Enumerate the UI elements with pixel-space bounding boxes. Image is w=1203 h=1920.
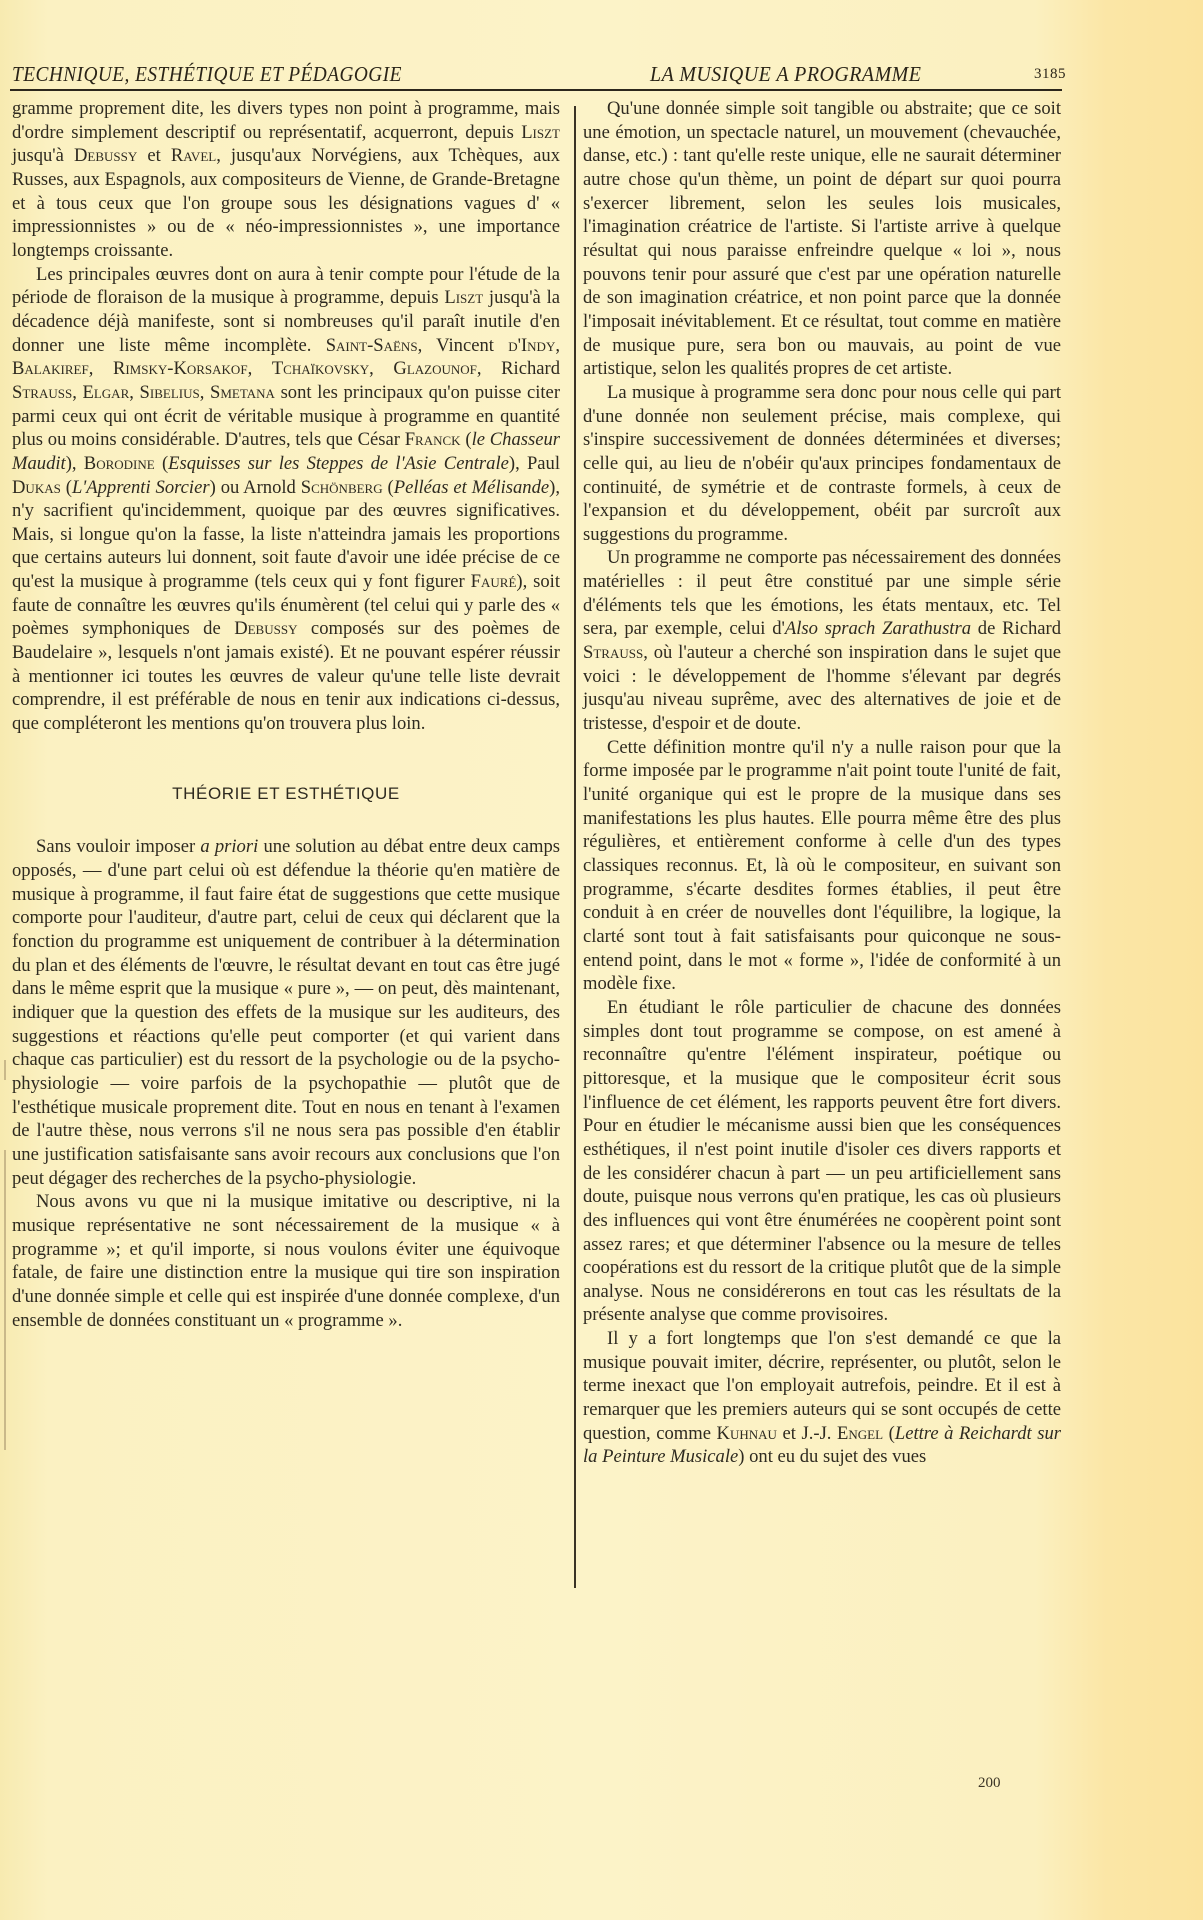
paragraph: La musique à programme sera donc pour nous celle qui part d'une donnée non seulement précise, mais complexe, qui s'inspire successivement de données déterminées et diverses; celle qui, au lieu de n'obéir qu'aux principes fondamentaux de continuité, de symétrie et de contraste formels, à ceux de l'expansion et du développement, obéit par surcroît aux suggestions du programme.: [583, 381, 1061, 545]
page-number: 3185: [1034, 66, 1066, 82]
paragraph: Un programme ne comporte pas nécessairement des données matérielles : il peut être constitué par une simple série d'éléments tels que les émotions, les états mentaux, etc. Tel sera, par exemple, celui d'Also sprach Zarathustra de Richard Strauss, où l'auteur a cherché son inspiration dans le sujet que voici : le développement de l'homme s'élevant par degrés jusqu'au niveau suprême, avec des alternatives de joie et de tristesse, d'espoir et de doute.: [583, 547, 1061, 735]
composer-name: Kuhnau: [716, 1422, 777, 1444]
paragraph: Nous avons vu que ni la musique imitative ou descriptive, ni la musique représentative ne sont nécessairement de la musique « à programme »; et qu'il importe, si nous voulons éviter une équivoque fatale, de faire une distinction entre la musique qui tire son inspiration d'une donnée simple et celle qui est inspirée d'une donnée complexe, d'un ensemble de données constituant un « programme ».: [12, 1191, 560, 1331]
paragraph: Sans vouloir imposer a priori une solution au débat entre deux camps opposés, — d'une part celui où est défendue la théorie qu'en matière de musique à programme, il faut faire état de suggestions que cette musique comporte pour l'auditeur, d'autre part, celui de ceux qui déclarent que la fonction du programme est uniquement de contribuer à la détermination du plan et des éléments de l'œuvre, le résultat devant en tout cas être jugé dans le même esprit que la musique « pure », — on peut, dès maintenant, indiquer que la question des effets de la musique sur les auditeurs, des suggestions et réactions qu'elle peut comporter (et qui varient dans chaque cas particulier) est du ressort de la psychologie ou de la psycho-physiologie — voire parfois de la psychopathie — plutôt que de l'esthétique musicale proprement dite. Tout en nous en tenant à l'examen de l'autre thèse, nous verrons s'il ne nous sera pas possible d'en établir une justification satisfaisante sans avoir recours aux conclusions que l'on peut dégager des recherches de la psycho-physiologie.: [12, 836, 561, 1189]
composer-name: Ravel: [170, 145, 217, 167]
margin-mark: [4, 1060, 6, 1080]
running-header: [10, 58, 1066, 88]
composer-name: Fauré: [470, 571, 517, 593]
paragraph: Qu'une donnée simple soit tangible ou abstraite; que ce soit une émotion, un spectacle naturel, un mouvement (chevauchée, danse, etc.) : tant qu'elle reste unique, elle ne saurait déterminer autre chose qu'un thème, un point de départ sur quoi pourra s'exercer librement, selon les seules lois musicales, l'imagination créatrice de l'artiste. Si l'artiste arrive à quelque résultat qui nous paraisse enfreindre quelque « loi », nous pouvons tenir pour assuré que c'est par une opération naturelle de son imagination créatrice, et non point parce que la donnée l'imposait inévitablement. Et ce résultat, tout comme en matière de musique pure, sera bon ou mauvais, au point de vue artistique, selon les qualités propres de cet artiste.: [583, 98, 1061, 380]
composer-name: Dukas: [12, 476, 61, 498]
column-divider: [574, 106, 576, 1588]
running-header-right: LA MUSIQUE A PROGRAMME: [650, 62, 922, 86]
composer-name: Engel: [837, 1422, 884, 1444]
running-header-left: TECHNIQUE, ESTHÉTIQUE ET PÉDAGOGIE: [12, 62, 402, 86]
work-title: L'Apprenti Sorcier: [71, 476, 210, 498]
work-title: le Chasseur Maudit: [12, 429, 561, 474]
work-title: Lettre à Reichardt sur la Peinture Musicale: [583, 1422, 1062, 1468]
composer-name: Saint-Saëns: [325, 334, 418, 356]
composer-name: Glazounof: [393, 358, 477, 380]
composer-name: Strauss: [583, 642, 644, 664]
composer-name: Borodine: [83, 452, 155, 474]
work-title: Pelléas et Mélisande: [393, 476, 550, 498]
composer-name: Debussy: [234, 618, 298, 640]
margin-mark: [4, 1150, 6, 1450]
composer-name: Strauss: [12, 381, 73, 403]
work-title: Also sprach Zarathustra: [784, 618, 972, 640]
left-column: [12, 97, 560, 1332]
paragraph: gramme proprement dite, les divers types non point à programme, mais d'ordre simplement descriptif ou représentatif, acquerront, depuis Liszt jusqu'à Debussy et Ravel, jusqu'aux Norvégiens, aux Tchèques, aux Russes, aux Espagnols, aux compositeurs de Vienne, de Grande-Bretagne et à tous ceux que l'on groupe sous les désignations vagues d' « impressionnistes » ou de « néo-impressionnistes », une importance longtemps croissante.: [12, 98, 560, 261]
composer-name: Rimsky-Korsakof: [112, 358, 248, 380]
paragraph: Cette définition montre qu'il n'y a nulle raison pour que la forme imposée par le programme n'ait point toute l'unité de fait, l'unité organique qui est le propre de la musique dans ses manifestations les plus hautes. Elle pourra même être des plus régulières, et entièrement conforme à celle d'un des types classiques reconnus. Et, là où le compositeur, en suivant son programme, s'écarte desdites formes établies, il peut être conduit à en créer de nouvelles dont l'équilibre, la logique, la clarté sont tout à fait satisfaisants pour quiconque ne sous-entend point, dans le mot « forme », l'idée de conformité à un modèle fixe.: [583, 736, 1061, 995]
emphasis: a priori: [200, 836, 259, 858]
composer-name: Balakiref: [12, 358, 89, 380]
folio-number: 200: [978, 1775, 1001, 1791]
paragraph: Il y a fort longtemps que l'on s'est demandé ce que la musique pouvait imiter, décrire, représenter, ou plutôt, selon le terme inexact que l'on employait autrefois, peindre. Et il est à remarquer que les premiers auteurs qui se sont occupés de cette question, comme Kuhnau et J.-J. Engel (Lettre à Reichardt sur la Peinture Musicale) ont eu du sujet des vues: [583, 1328, 1062, 1468]
section-heading: THÉORIE ET ESTHÉTIQUE: [172, 783, 400, 803]
composer-name: d'Indy: [508, 334, 556, 356]
composer-name: Schönberg: [300, 476, 383, 498]
composer-name: Liszt: [521, 121, 560, 143]
composer-name: Franck: [404, 429, 461, 451]
composer-name: Elgar: [82, 381, 130, 403]
composer-name: Smetana: [210, 381, 275, 403]
header-rule: [10, 89, 1062, 91]
composer-name: Tchaïkovsky: [271, 358, 370, 380]
composer-name: Liszt: [444, 287, 484, 309]
right-column: [583, 97, 1061, 1469]
paragraph: En étudiant le rôle particulier de chacune des données simples dont tout programme se compose, on est amené à reconnaître qu'entre l'élément inspirateur, poétique ou pittoresque, et la musique que le compositeur écrit sous l'influence de cet élément, les rapports peuvent être fort divers. Pour en étudier le mécanisme aussi bien que les conséquences esthétiques, il n'est point inutile d'isoler ces divers rapports et de les considérer chacun à part — un peu artificiellement sans doute, puisque nous verrons qu'en pratique, les cas où plusieurs des influences qui vont être énumérées ne coopèrent point sont assez rares; et que déterminer l'absence ou la mesure de telles coopérations est du ressort de la critique plutôt que de la simple analyse. Nous ne considérerons en tout cas les résultats de la présente analyse que comme provisoires.: [583, 996, 1061, 1326]
composer-name: Debussy: [73, 145, 138, 167]
work-title: Esquisses sur les Steppes de l'Asie Centrale: [168, 452, 509, 474]
composer-name: Sibelius: [139, 381, 200, 403]
paragraph: Les principales œuvres dont on aura à tenir compte pour l'étude de la période de floraison de la musique à programme, depuis Liszt jusqu'à la décadence déjà manifeste, sont si nombreuses qu'il paraît inutile d'en donner une liste même incomplète. Saint-Saëns, Vincent d'Indy, Balakiref, Rimsky-Korsakof, Tchaïkovsky, Glazounof, Richard Strauss, Elgar, Sibelius, Smetana sont les principaux qu'on puisse citer parmi ceux qui ont écrit de véritable musique à programme en quantité plus ou moins considérable. D'autres, tels que César Franck (le Chasseur Maudit), Borodine (Esquisses sur les Steppes de l'Asie Centrale), Paul Dukas (L'Apprenti Sorcier) ou Arnold Schönberg (Pelléas et Mélisande), n'y sacrifient qu'incidemment, quoique par des œuvres significatives. Mais, si longue qu'on la fasse, la liste n'atteindra jamais les proportions que certains auteurs lui donnent, soit faute d'avoir une idée précise de ce qu'est la musique à programme (tels ceux qui y font figurer Fauré), soit faute de connaître les œuvres qu'ils énumèrent (tel celui qui y parle des « poèmes symphoniques de Debussy composés sur des poèmes de Baudelaire », lesquels n'ont jamais existé). Et ne pouvant espérer réussir à mentionner ici toutes les œuvres de valeur qu'une telle liste devrait comprendre, il est préférable de nous en tenir aux indications ci-dessus, que compléteront les mentions qu'on trouvera plus loin.: [12, 263, 561, 735]
